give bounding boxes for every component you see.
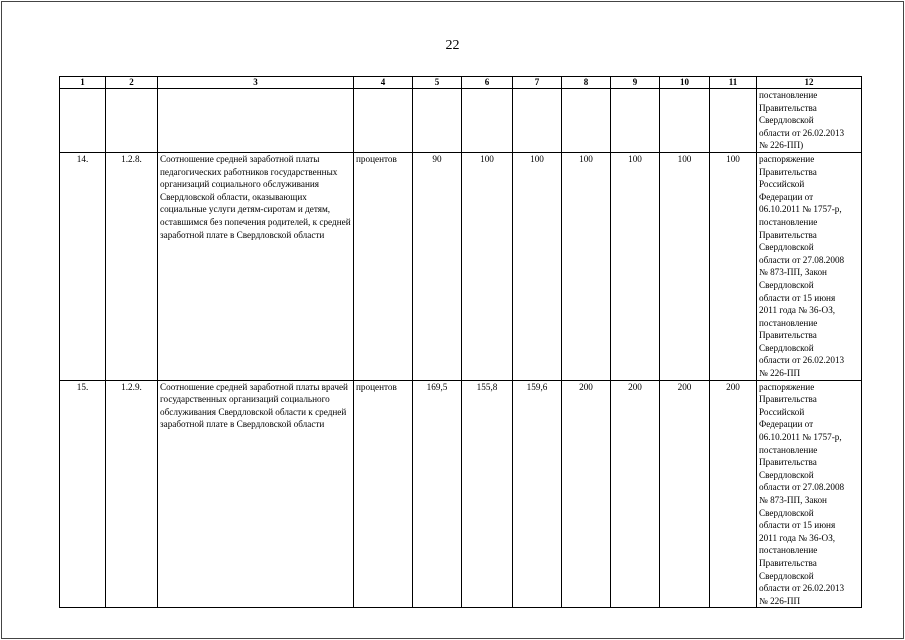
value-cell [413,89,462,153]
page-number: 22 [445,38,460,53]
value-cell [710,89,757,153]
value-cell: 200 [562,380,611,608]
table-row [60,89,862,153]
code-cell: 1.2.9. [106,380,158,608]
value-cell [611,89,660,153]
value-cell: 100 [562,152,611,380]
description-cell: Соотношение средней заработной платы педагогических работников государственных организаций социального обслуживания Свердловской области, оказывающих социальные услуги детям-сиротам и детям, оставшимся без попечения родителей, к средней заработной плате в Свердловской области [158,152,354,380]
value-cell [660,89,710,153]
value-cell [462,89,513,153]
legal-basis-cell: распоряжение Правительства Российской Федерации от 06.10.2011 № 1757-р, постановление Правительства Свердловской области от 27.08.2008 № 873-ПП, Закон Свердловской области от 15 июня 2011 года № 36-ОЗ, постановление Правительства Свердловской области от 26.02.2013 № 226-ПП [757,152,862,380]
row-number-cell: 14. [60,152,106,380]
value-cell [562,89,611,153]
header-row [60,77,862,89]
header-cell: 1 [60,77,106,89]
unit-cell: процентов [354,380,413,608]
header-cell: 5 [413,77,462,89]
value-cell: 200 [710,380,757,608]
header-cell: 3 [158,77,354,89]
header-cell: 12 [757,77,862,89]
value-cell: 100 [660,152,710,380]
value-cell: 159,6 [513,380,562,608]
table-row [60,380,862,608]
header-cell: 2 [106,77,158,89]
header-cell: 8 [562,77,611,89]
header-cell: 7 [513,77,562,89]
value-cell [513,89,562,153]
header-cell: 6 [462,77,513,89]
code-cell: 1.2.8. [106,152,158,380]
value-cell: 100 [513,152,562,380]
row-number-cell: 15. [60,380,106,608]
header-cell: 4 [354,77,413,89]
description-cell [158,89,354,153]
header-cell: 11 [710,77,757,89]
value-cell: 90 [413,152,462,380]
value-cell: 100 [462,152,513,380]
table-row [60,152,862,380]
value-cell: 200 [660,380,710,608]
value-cell: 155,8 [462,380,513,608]
value-cell: 100 [611,152,660,380]
legal-basis-cell: постановление Правительства Свердловской области от 26.02.2013 № 226-ПП) [757,89,862,153]
value-cell: 169,5 [413,380,462,608]
unit-cell: процентов [354,152,413,380]
indicators-table [59,76,862,608]
description-cell: Соотношение средней заработной платы врачей государственных организаций социального обслуживания Свердловской области к средней заработной плате в Свердловской области [158,380,354,608]
legal-basis-cell: распоряжение Правительства Российской Федерации от 06.10.2011 № 1757-р, постановление Правительства Свердловской области от 27.08.2008 № 873-ПП, Закон Свердловской области от 15 июня 2011 года № 36-ОЗ, постановление Правительства Свердловской области от 26.02.2013 № 226-ПП [757,380,862,608]
row-number-cell [60,89,106,153]
code-cell [106,89,158,153]
header-cell: 9 [611,77,660,89]
value-cell: 100 [710,152,757,380]
header-cell: 10 [660,77,710,89]
value-cell: 200 [611,380,660,608]
unit-cell [354,89,413,153]
